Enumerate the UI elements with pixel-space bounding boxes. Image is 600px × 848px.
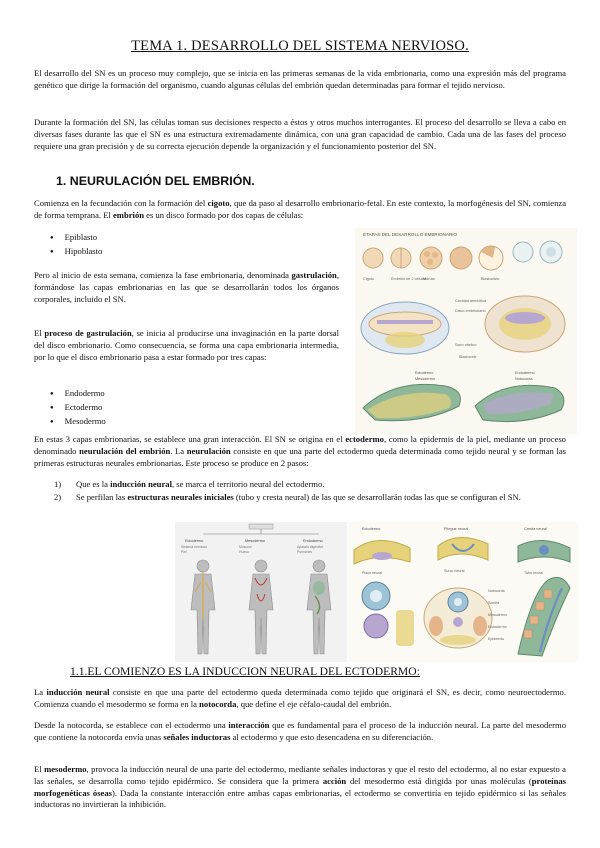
svg-text:Ectodermo: Ectodermo xyxy=(362,527,381,531)
section11-paragraph-1: La inducción neural consiste en que una parte del ectodermo queda determinada como tejido que originará el SN, es decir, como neuroectodermo. Comienza cuando el mesodermo se forma en la notocorda, que define el eje céfalo-caudal del embrión. xyxy=(34,687,566,709)
svg-text:Tubo neural: Tubo neural xyxy=(524,571,544,575)
intro-paragraph-2: Durante la formación del SN, las células toman sus decisiones respecto a éstos y otros muchos interrogantes. El proceso del desarrollo se lleva a cabo en diversas fases durante las que el SN es una estructura extremadamente dinámica, con una gran capacidad de cambio. Cada una de las fases del proceso requiere una gran precisión y de su correcta ejecución depende la organización y el funcionamiento posterior del SN. xyxy=(34,117,566,151)
figure1-header: ETAPAS DEL DESARROLLO EMBRIONARIO xyxy=(363,232,458,237)
svg-text:Endodermo: Endodermo xyxy=(515,371,535,375)
svg-text:Disco embrionario: Disco embrionario xyxy=(455,309,486,313)
list-item: ● Epiblasto xyxy=(50,231,102,245)
svg-text:Embrión de 2 células: Embrión de 2 células xyxy=(391,277,427,281)
list-item: 2) Se perfilan las estructuras neurales iniciales (tubo y cresta neural) de las que se desarrollarán todas las que se configuran el SN. xyxy=(54,491,521,502)
list-item: ● Mesodermo xyxy=(50,415,106,429)
section11-paragraph-3: El mesodermo, provoca la inducción neural de una parte del ectodermo, mediante señales inductoras y que el resto del ectodermo, al no estar expuesto a las señales, se desarrolla como tejido epidérmico. Se considera que la primera acción del mesodermo está dirigida por unas moléculas (proteínas morfogenéticas óseas). Dada la constante interacción entre ambas capas embrionarias, el ectodermo se convertiría en tejido epidérmico si las señales inductoras no invirtieran la inhibición. xyxy=(34,764,566,810)
svg-text:Epidermis: Epidermis xyxy=(488,637,504,641)
germ-layers-body-illustration xyxy=(175,522,347,662)
svg-text:Endodermo: Endodermo xyxy=(488,625,507,629)
section-heading-induccion-neural: 1.1.EL COMIENZO ES LA INDUCCION NEURAL DEL ECTODERMO: xyxy=(70,665,420,678)
svg-text:Piel: Piel xyxy=(181,550,187,554)
bullet-list-capas xyxy=(50,231,102,259)
svg-text:Cigoto: Cigoto xyxy=(363,277,374,281)
list-item: 1) Que es la inducción neural, se marca el territorio neural del ectodermo. xyxy=(54,479,325,489)
section1-paragraph-4: En estas 3 capas embrionarias, se establece una gran interacción. El SN se origina en el ectodermo, como la epidermis de la piel, mediante un proceso denominado neurulación del embrión. La neurulación consiste en que una parte del ectodermo queda determinada como tejido neural y se forman las primeras estructuras neurales embrionarias. Este proceso se produce en 2 pasos: xyxy=(34,434,566,468)
svg-text:Mesodermo: Mesodermo xyxy=(245,539,266,543)
svg-text:Saco vitelino: Saco vitelino xyxy=(455,343,477,347)
steps-list xyxy=(54,479,534,503)
svg-text:Cresta neural: Cresta neural xyxy=(524,527,547,531)
svg-text:Mórula: Mórula xyxy=(423,277,435,281)
svg-text:Ectodermo: Ectodermo xyxy=(415,371,434,375)
svg-text:Pulmones: Pulmones xyxy=(297,550,313,554)
bullet-list-tres-capas xyxy=(50,387,106,429)
embryo-development-figure xyxy=(355,228,577,434)
neural-tube-figure xyxy=(348,522,578,662)
svg-text:Somita: Somita xyxy=(488,601,500,605)
section11-paragraph-2: Desde la notocorda, se establece con el ectodermo una interacción que es fundamental para el proceso de la inducción neural. La parte del mesodermo que contiene la notocorda envía unas señales inductoras al ectodermo y que esto desencadena en su diferenciación. xyxy=(34,720,566,742)
list-item: ● Endodermo xyxy=(50,387,106,401)
svg-text:Blastocisto: Blastocisto xyxy=(481,277,500,281)
svg-text:Mesodermo: Mesodermo xyxy=(415,377,436,381)
svg-text:Notocorda: Notocorda xyxy=(488,589,505,593)
section-heading-neurulacion: 1. NEURULACIÓN DEL EMBRIÓN. xyxy=(56,174,255,188)
svg-text:Pliegue neural: Pliegue neural xyxy=(444,527,469,531)
svg-text:Endodermo: Endodermo xyxy=(303,539,323,543)
list-item: ● Hipoblasto xyxy=(50,245,102,259)
embryo-development-illustration xyxy=(355,228,577,434)
svg-text:Aparato digestivo: Aparato digestivo xyxy=(297,545,324,549)
neural-tube-illustration xyxy=(348,522,578,662)
section1-paragraph-3: El proceso de gastrulación, se inicia al producirse una invaginación en la parte dorsal del disco embrionario. Como consecuencia, se forma una capa embrionaria intermedia, por lo que el disco embrionario pasa a estar formado por tres capas: xyxy=(34,328,339,362)
svg-text:Sistema nervioso: Sistema nervioso xyxy=(181,545,208,549)
svg-text:Blastocele: Blastocele xyxy=(459,355,477,359)
svg-text:Placa neural: Placa neural xyxy=(362,571,382,575)
svg-text:Surco neural: Surco neural xyxy=(444,569,465,573)
germ-layers-body-figure xyxy=(175,522,347,662)
svg-text:Hueso: Hueso xyxy=(239,550,249,554)
page-title: TEMA 1. DESARROLLO DEL SISTEMA NERVIOSO. xyxy=(131,38,469,54)
section1-paragraph-1: Comienza en la fecundación con la formación del cigoto, que da paso al desarrollo embrionario-fetal. En este contexto, la morfogénesis del SN, comienza de forma temprana. El embrión es un disco formado por dos capas de células: xyxy=(34,198,567,220)
svg-text:Ectodermo: Ectodermo xyxy=(185,539,204,543)
svg-text:Mesodermo: Mesodermo xyxy=(488,613,507,617)
list-item: ● Ectodermo xyxy=(50,401,106,415)
svg-text:Músculo: Músculo xyxy=(239,545,252,549)
section1-paragraph-2: Pero al inicio de esta semana, comienza la fase embrionaria, denominada gastrulación, formándose las capas embrionarias en las que se desarrollarán todos los órganos corporales, incluido el SN. xyxy=(34,270,339,304)
svg-text:Cavidad amniótica: Cavidad amniótica xyxy=(455,299,487,303)
intro-paragraph-1: El desarrollo del SN es un proceso muy complejo, que se inicia en las primeras semanas de la vida embrionaria, como una expresión más del programa genético que dirige la formación del organismo, cuando algunas células del embrión quedan determinadas para formar el tejido nervioso. xyxy=(34,68,566,90)
svg-text:Notocorda: Notocorda xyxy=(515,377,533,381)
